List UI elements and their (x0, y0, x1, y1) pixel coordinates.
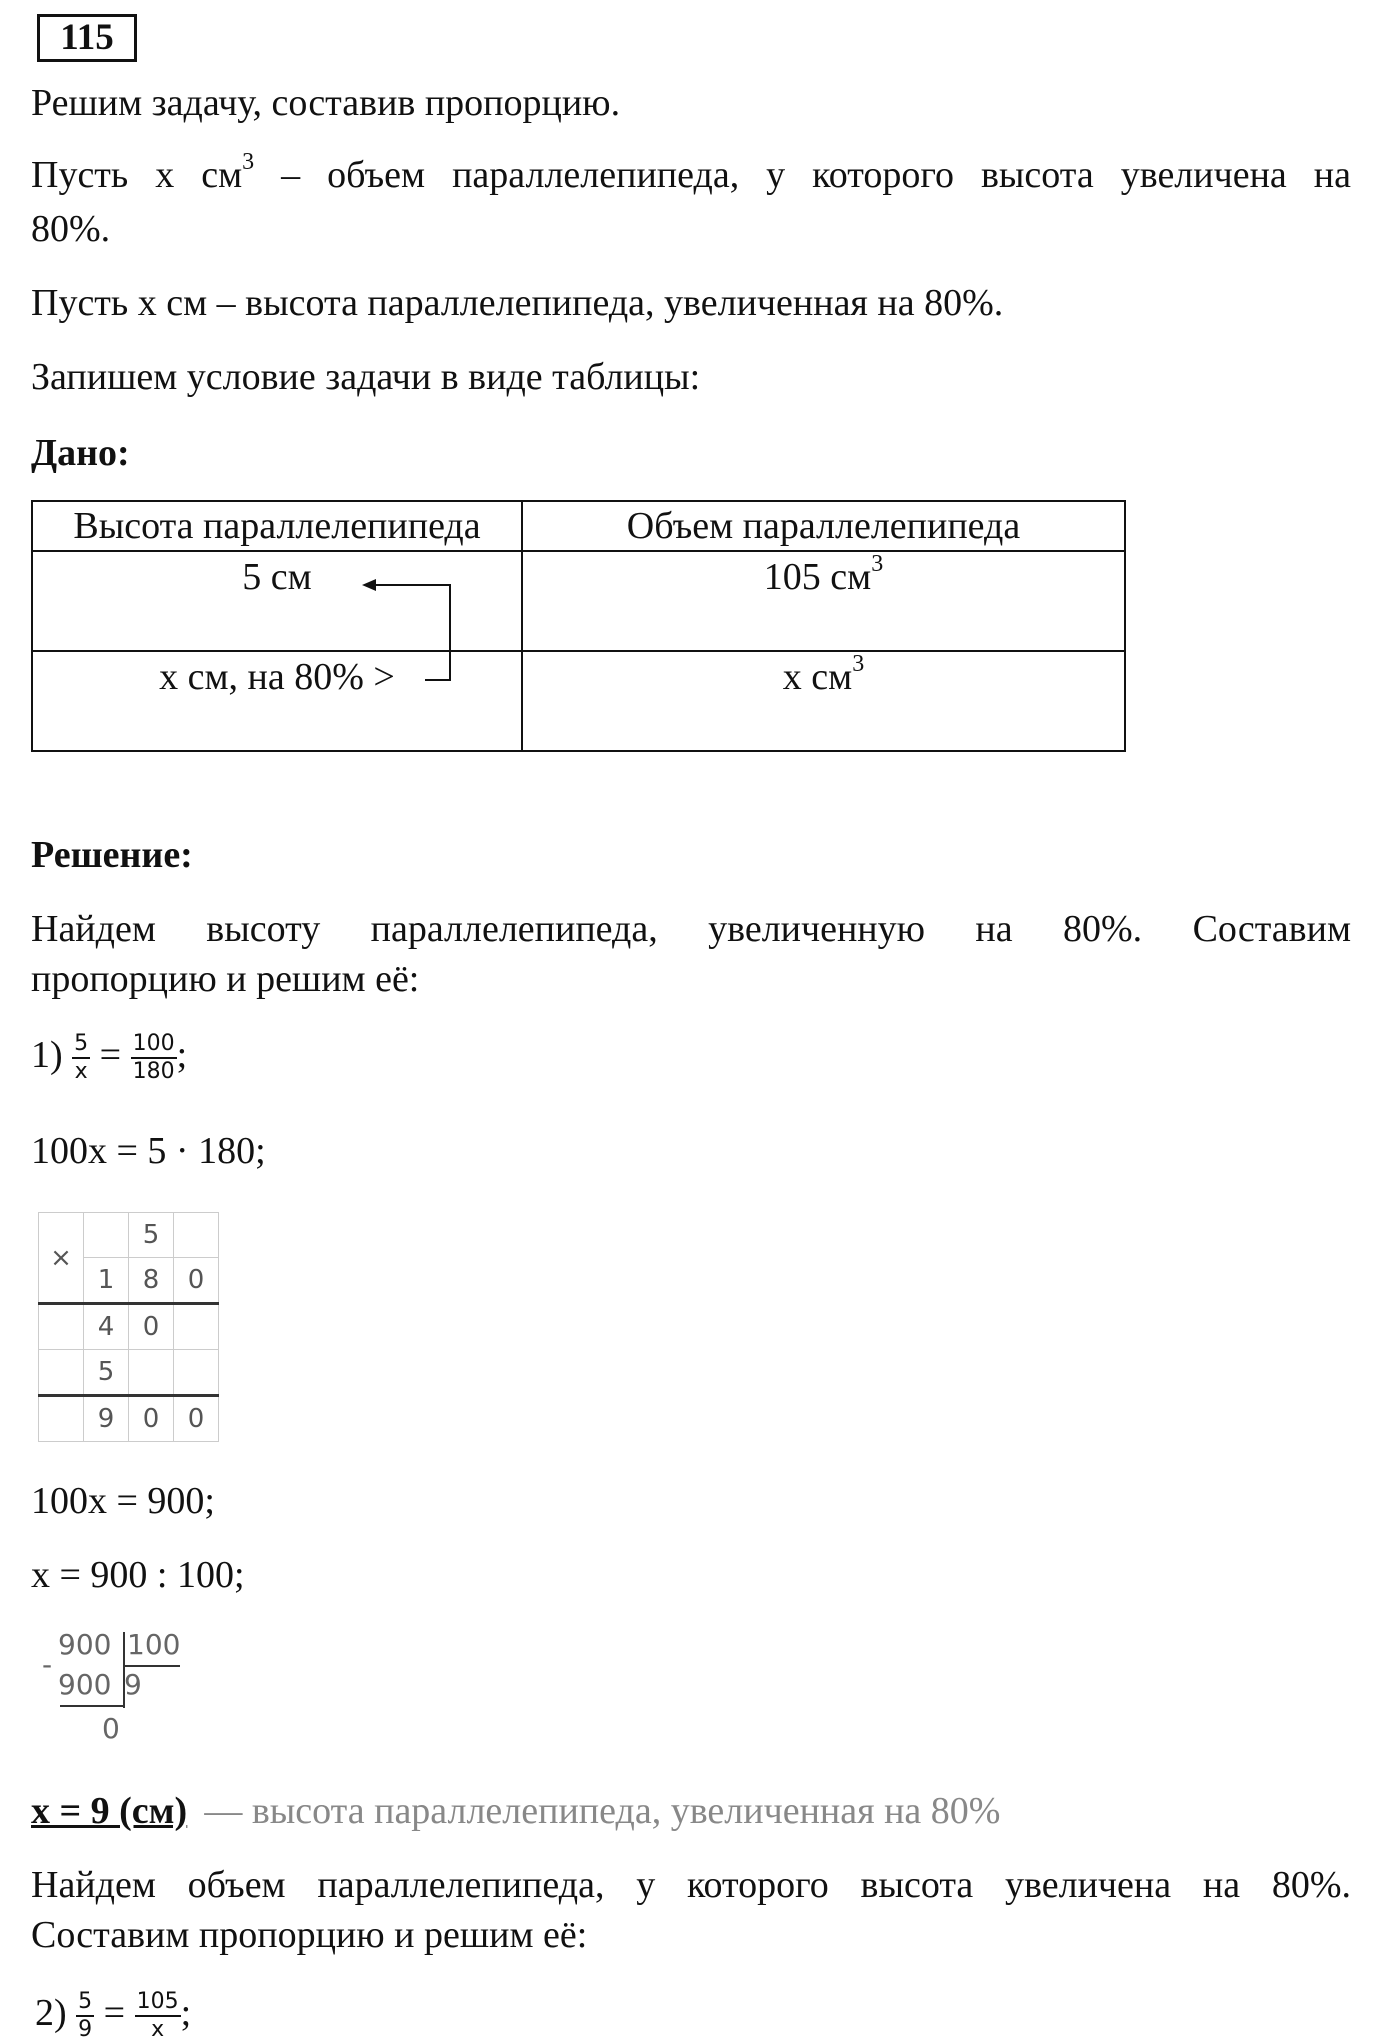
eq1-label: 1) (31, 1034, 63, 1076)
equation-5 (35, 1988, 1355, 2043)
division-minus: - (42, 1648, 53, 1681)
mult-cell (39, 1396, 84, 1442)
mult-cell (39, 1350, 84, 1396)
let-volume-pre: Пусть x см (31, 154, 243, 196)
step2-text-line1: Найдем объем параллелепипеда, у которого высота увеличена на 80%. (31, 1864, 1351, 1906)
mult-cell: 4 (84, 1304, 129, 1350)
eq5-right-fraction (135, 1989, 181, 2043)
mult-cell: 1 (84, 1258, 129, 1304)
table-intro-text: Запишем условие задачи в виде таблицы: (31, 356, 701, 398)
division-divisor: 100 (127, 1628, 181, 1661)
task-number: 115 (37, 14, 137, 62)
multiplication-column (38, 1212, 219, 1442)
eq5-label: 2) (35, 1992, 67, 2034)
cell-volume-2-text: x см (782, 656, 853, 698)
relation-arrow-icon (0, 0, 1400, 800)
header-height: Высота параллелепипеда (32, 501, 522, 551)
equation-2: 100x = 5 · 180; (31, 1130, 266, 1172)
division-bracket-icon (40, 1628, 200, 1748)
mult-cell (174, 1304, 219, 1350)
division-subtrahend: 900 (58, 1668, 112, 1701)
multiply-sign: × (39, 1213, 84, 1304)
eq1-right-den: 180 (132, 1059, 175, 1085)
eq1-left-num: 5 (72, 1031, 90, 1059)
step2-text-line2: Составим пропорцию и решим её: (31, 1914, 588, 1956)
mult-cell: 8 (129, 1258, 174, 1304)
eq1-left-fraction (72, 1031, 90, 1085)
answer-1-text: — высота параллелепипеда, увеличенная на 80% (194, 1790, 1001, 1832)
header-volume: Объем параллелепипеда (522, 501, 1125, 551)
solution-heading: Решение: (31, 834, 193, 876)
mult-cell: 5 (84, 1350, 129, 1396)
cell-volume-1-sup: 3 (871, 551, 884, 578)
let-height-text: Пусть x см – высота параллелепипеда, увеличенная на 80%. (31, 282, 1004, 324)
let-volume-sup: 3 (242, 149, 255, 176)
equation-3: 100x = 900; (31, 1480, 215, 1522)
cell-height-1-text: 5 см (242, 556, 312, 598)
equation-1 (31, 1030, 1351, 1085)
eq1-right-fraction (131, 1031, 177, 1085)
cell-height-2-text: x см, на 80% > (159, 656, 395, 698)
let-volume-post: – объем параллелепипеда, у которого высота увеличена на (254, 154, 1351, 196)
mult-cell: 0 (174, 1396, 219, 1442)
cell-volume-2-sup: 3 (852, 651, 865, 678)
eq1-equals: = (99, 1034, 122, 1076)
step1-text-line1: Найдем высоту параллелепипеда, увеличенную на 80%. Составим (31, 908, 1351, 950)
long-division (40, 1628, 200, 1748)
mult-cell: 9 (84, 1396, 129, 1442)
given-heading: Дано: (31, 432, 130, 474)
eq5-right-den: x (151, 2017, 165, 2043)
eq5-end: ; (180, 1992, 192, 2034)
mult-cell (129, 1350, 174, 1396)
eq5-left-fraction (76, 1989, 94, 2043)
mult-cell (39, 1304, 84, 1350)
division-remainder: 0 (102, 1712, 120, 1745)
eq1-end: ; (176, 1034, 188, 1076)
step1-text-line2: пропорцию и решим её: (31, 958, 420, 1000)
division-dividend: 900 (58, 1628, 112, 1661)
eq5-equals: = (103, 1992, 126, 2034)
mult-cell (174, 1350, 219, 1396)
answer-1-value: x = 9 (см) (31, 1790, 188, 1832)
eq5-left-den: 9 (78, 2017, 93, 2043)
mult-cell: 5 (129, 1213, 174, 1258)
mult-cell: 0 (129, 1396, 174, 1442)
mult-cell: 0 (174, 1258, 219, 1304)
equation-4: x = 900 : 100; (31, 1554, 245, 1596)
division-quotient: 9 (124, 1668, 142, 1701)
eq5-left-num: 5 (76, 1989, 94, 2017)
mult-cell: 0 (129, 1304, 174, 1350)
let-volume-line2: 80%. (31, 208, 111, 250)
intro-text: Решим задачу, составив пропорцию. (31, 82, 621, 124)
eq1-right-num: 100 (131, 1031, 177, 1059)
eq5-right-num: 105 (135, 1989, 181, 2017)
mult-cell (174, 1213, 219, 1258)
eq1-left-den: x (74, 1059, 88, 1085)
mult-cell (84, 1213, 129, 1258)
answer-1 (31, 1786, 1351, 1836)
cell-volume-1-text: 105 см (763, 556, 872, 598)
